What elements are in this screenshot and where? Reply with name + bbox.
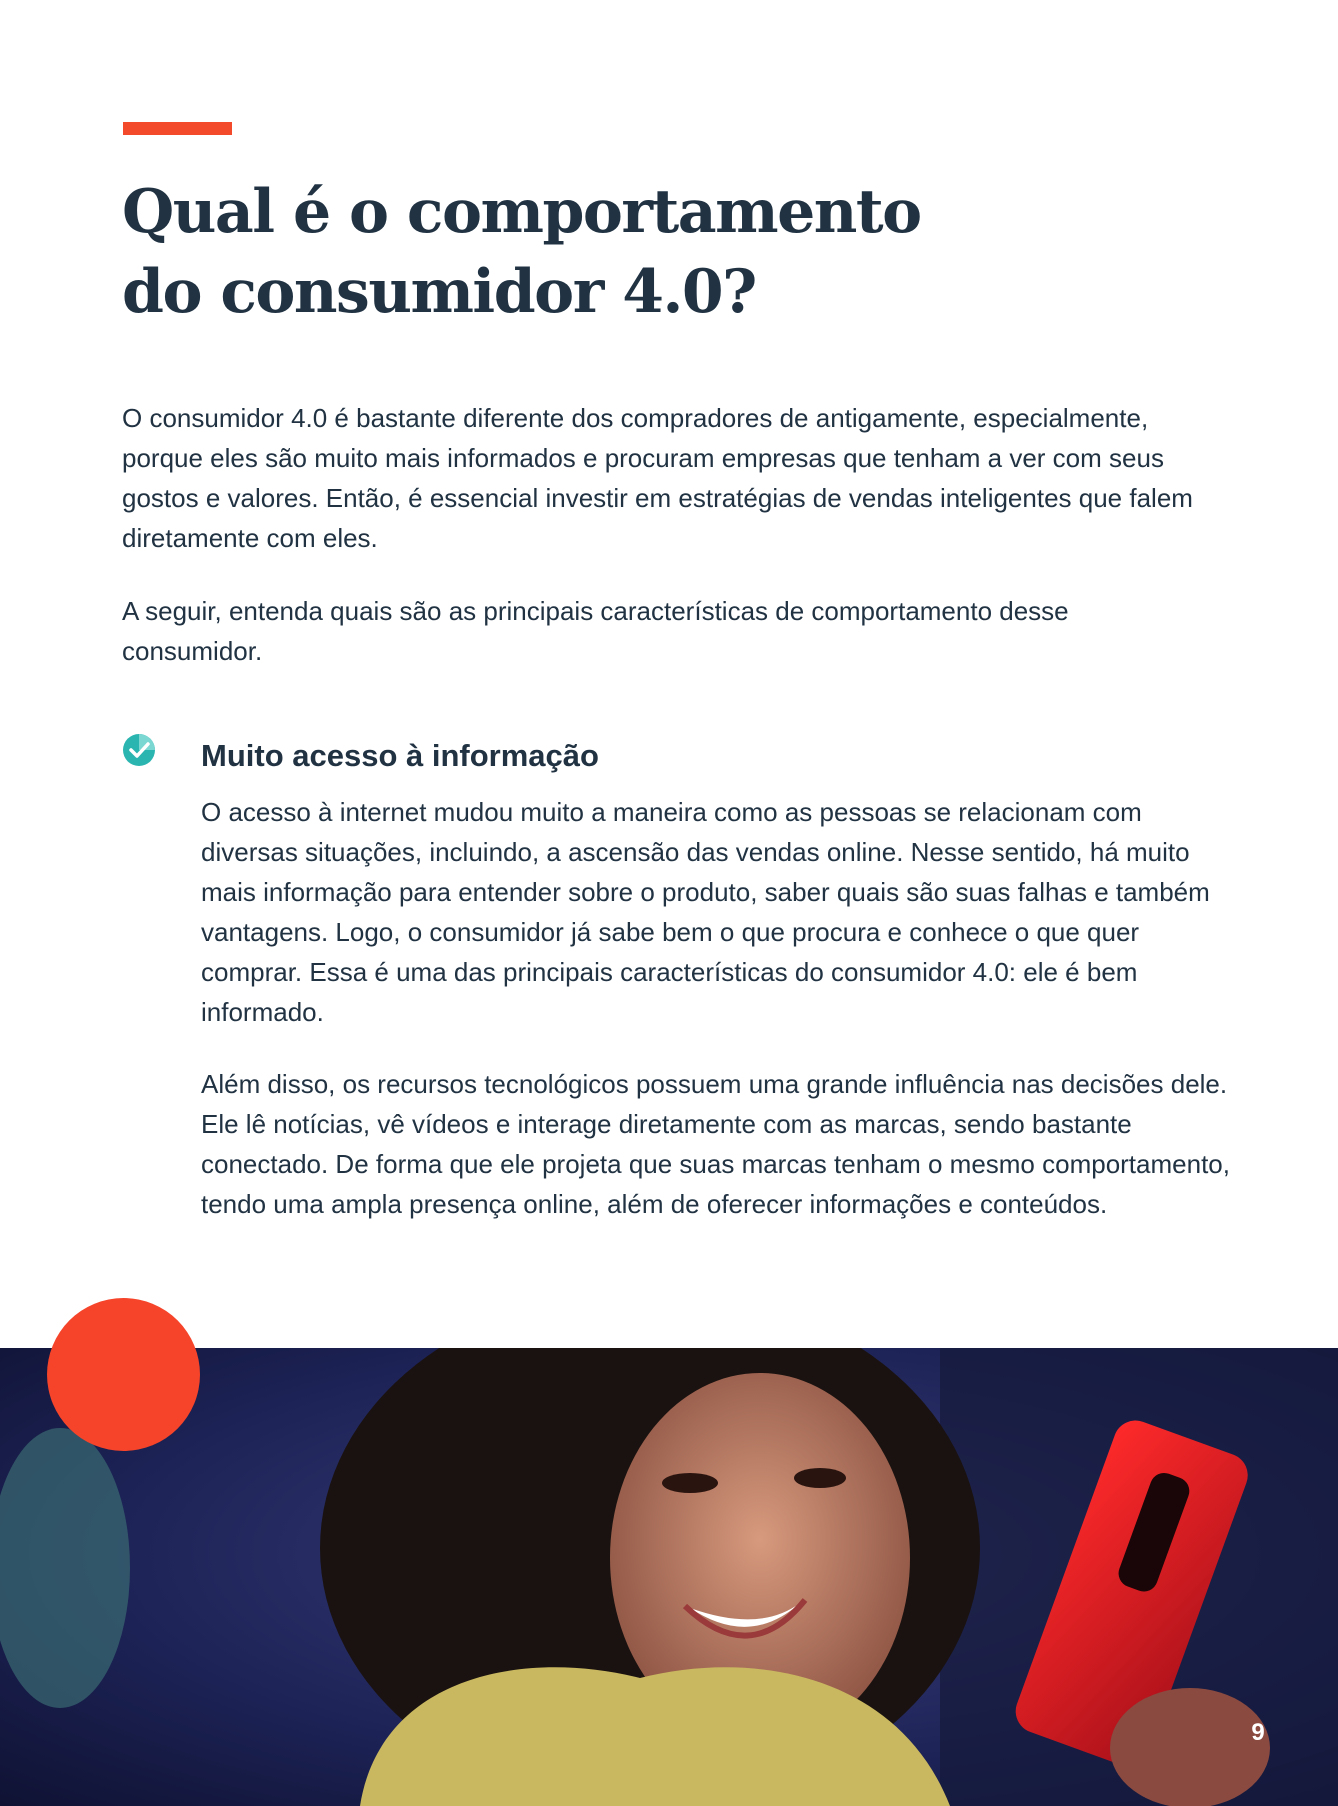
title-line-2: do consumidor 4.0? (122, 257, 756, 327)
intro-paragraph-2: A seguir, entenda quais são as principais características de comportamento desse consumidor. (122, 596, 1069, 666)
intro-section (122, 398, 1212, 704)
feature-title: Muito acesso à informação (201, 738, 599, 773)
feature-paragraph-2: Além disso, os recursos tecnológicos possuem uma grande influência nas decisões dele. Ele lê notícias, vê vídeos e interage diretamente com as marcas, sendo bastante conectado. De forma que ele projeta que suas marcas tenham o mesmo comportamento, tendo uma ampla presença online, além de oferecer informações e conteúdos. (201, 1069, 1230, 1219)
feature-paragraph-1: O acesso à internet mudou muito a maneira como as pessoas se relacionam com diversas situações, incluindo, a ascensão das vendas online. Nesse sentido, há muito mais informação para entender sobre o produto, saber quais são suas falhas e também vantagens. Logo, o consumidor já sabe bem o que procura e conhece o que quer comprar. Essa é uma das principais características do consumidor 4.0: ele é bem informado. (201, 797, 1210, 1027)
check-circle-icon (122, 733, 156, 767)
decorative-circle (47, 1298, 200, 1451)
feature-body (201, 792, 1241, 1256)
page-title (122, 172, 1022, 332)
accent-bar (123, 122, 232, 135)
intro-paragraph-1: O consumidor 4.0 é bastante diferente dos compradores de antigamente, especialmente, porque eles são muito mais informados e procuram empresas que tenham a ver com seus gostos e valores. Então, é essencial investir em estratégias de vendas inteligentes que falem diretamente com eles. (122, 403, 1193, 553)
smiling-woman-phone-photo (0, 1348, 1338, 1806)
page-number: 9 (1251, 1719, 1265, 1746)
title-line-1: Qual é o comportamento (122, 177, 921, 247)
